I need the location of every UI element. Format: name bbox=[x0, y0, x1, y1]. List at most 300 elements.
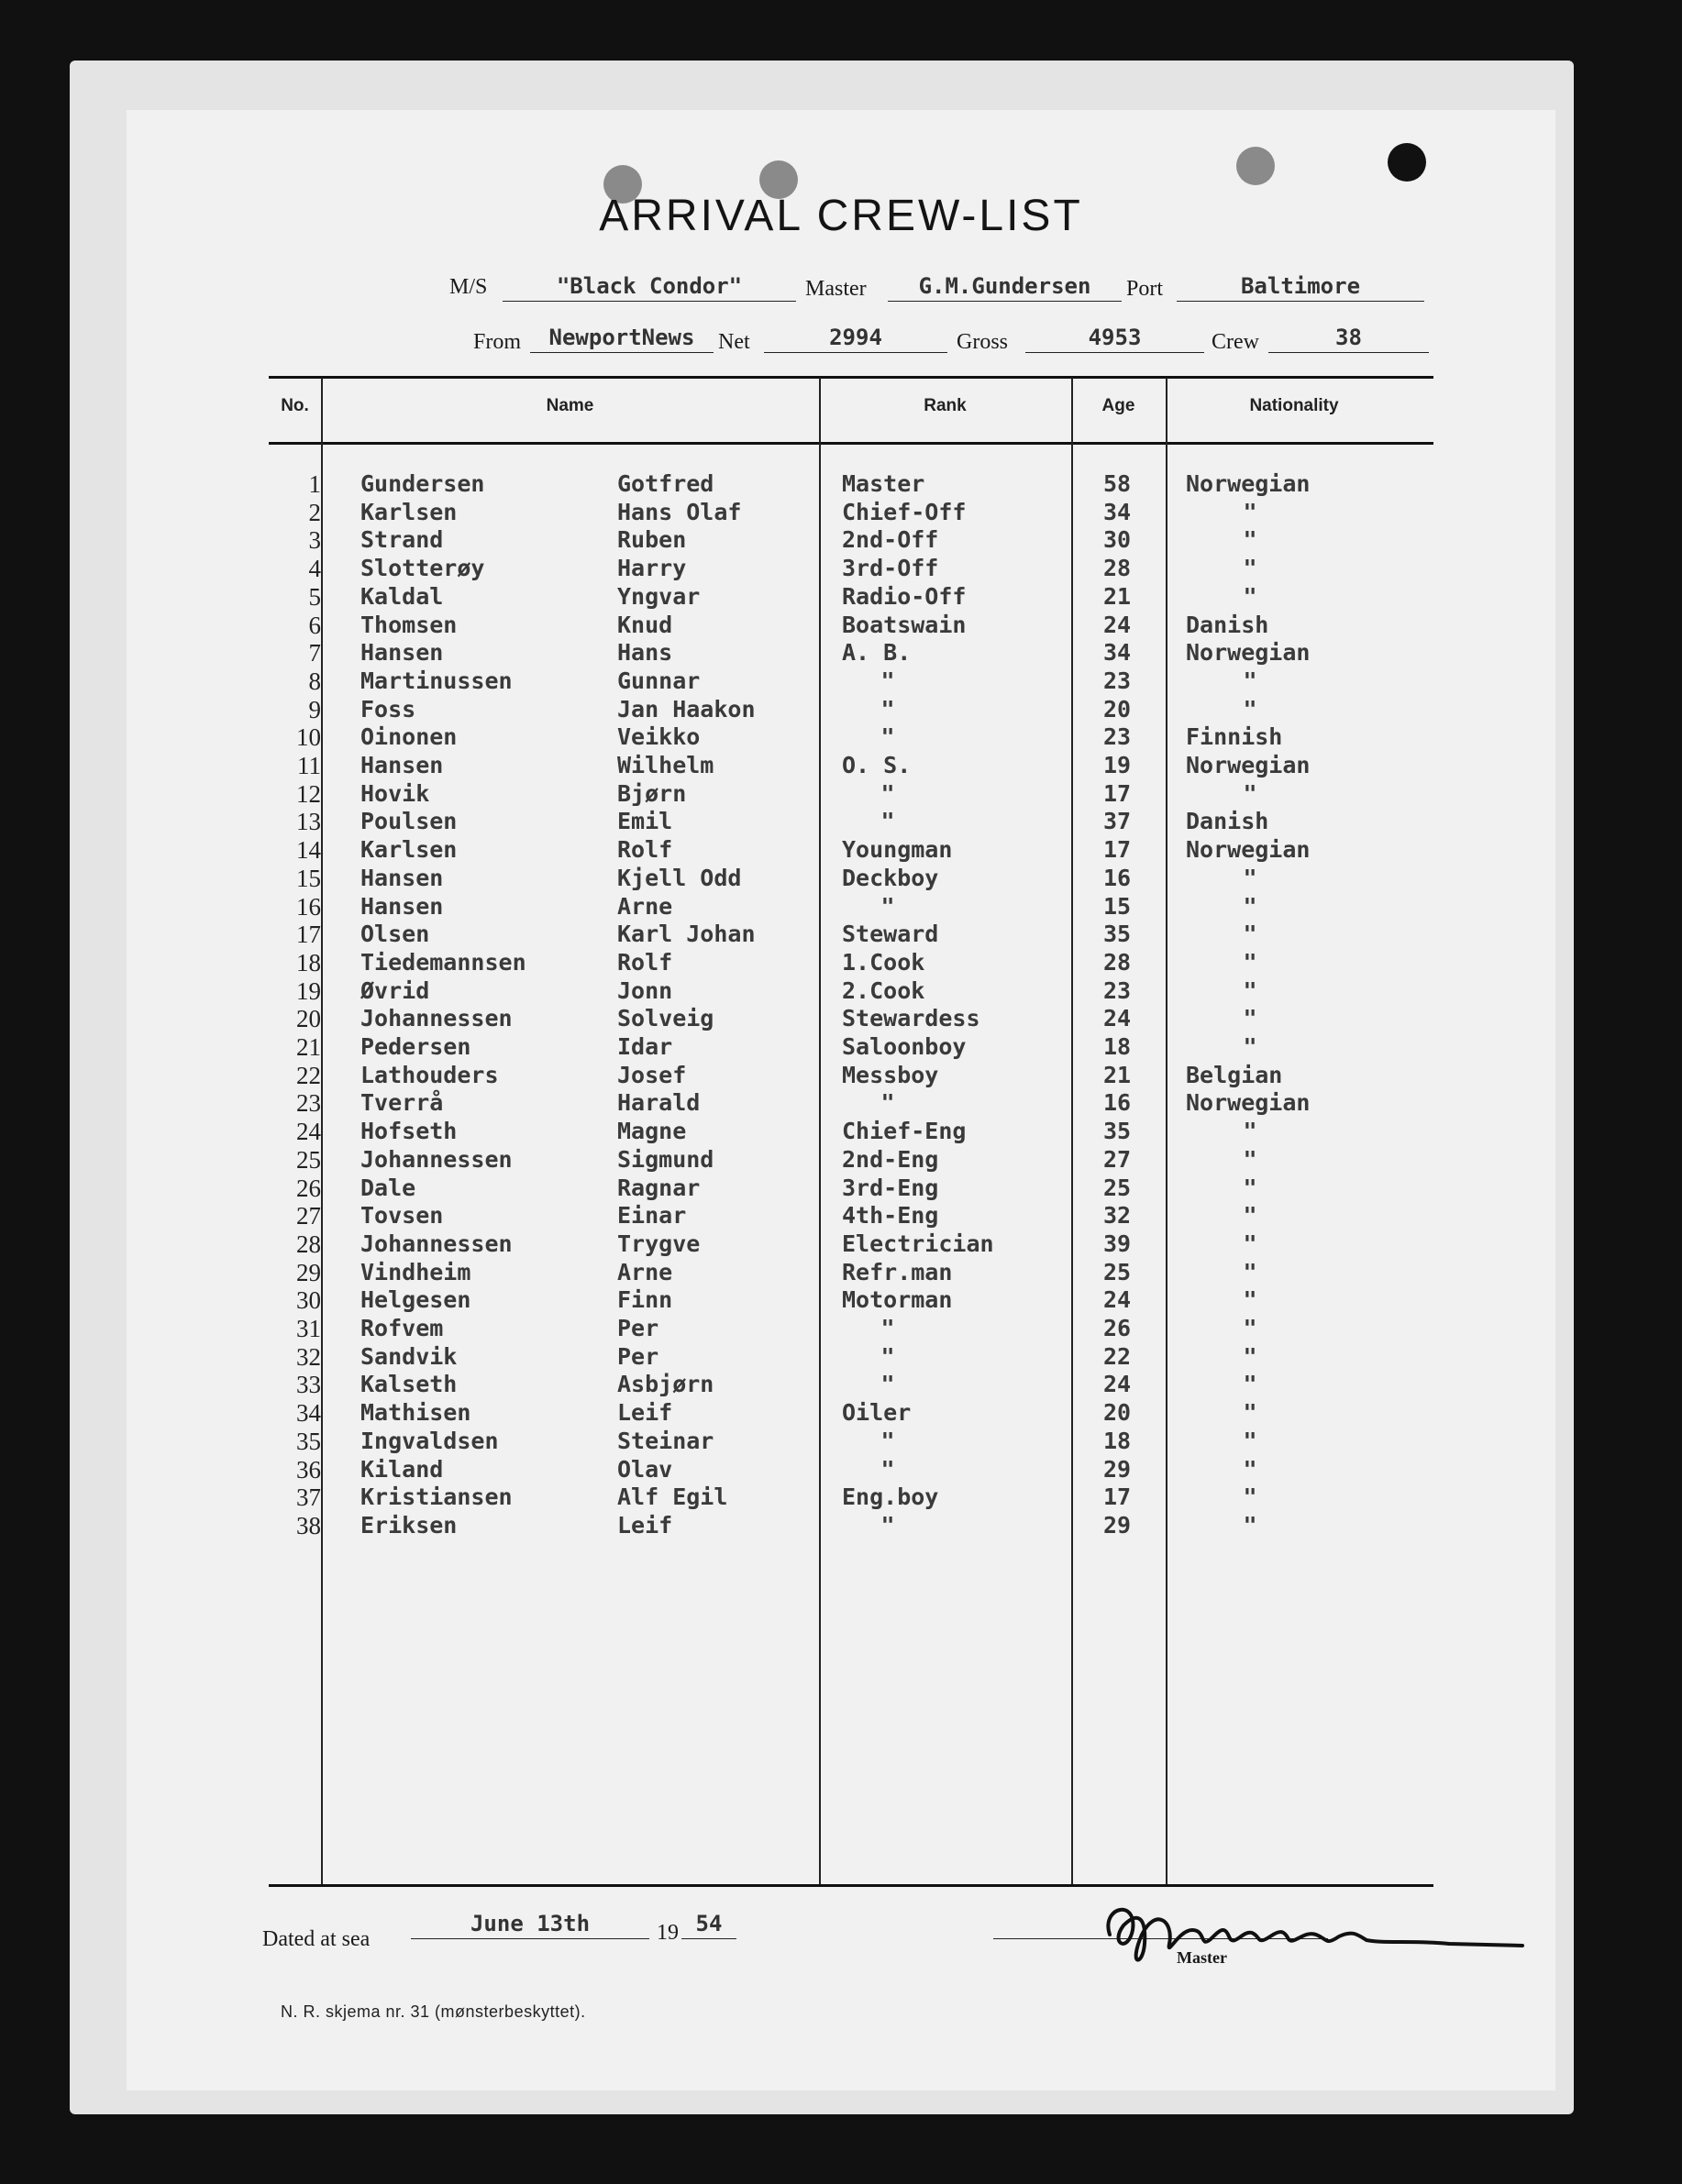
crew-age: 23 bbox=[1102, 976, 1132, 1004]
crew-no: 29 bbox=[296, 1258, 321, 1286]
crew-age: 20 bbox=[1102, 1399, 1132, 1427]
crew-given-name: Idar bbox=[617, 1033, 673, 1060]
crew-nationality: " bbox=[1243, 1174, 1257, 1201]
crew-rank: A. B. bbox=[842, 639, 912, 667]
crew-surname: Johannessen bbox=[360, 1005, 513, 1032]
crew-age: 24 bbox=[1102, 1005, 1132, 1032]
master-signature-label: Master bbox=[1177, 1948, 1227, 1967]
crew-given-name: Alf Egil bbox=[617, 1484, 728, 1511]
crew-given-name: Hans Olaf bbox=[617, 498, 742, 525]
crew-surname: Kristiansen bbox=[360, 1484, 513, 1511]
crew-no: 28 bbox=[296, 1230, 321, 1258]
crew-age: 25 bbox=[1102, 1258, 1132, 1285]
crew-no: 30 bbox=[296, 1286, 321, 1315]
crew-given-name: Steinar bbox=[617, 1427, 714, 1454]
crew-no: 9 bbox=[308, 695, 321, 723]
crew-surname: Hovik bbox=[360, 779, 430, 807]
year-value: 54 bbox=[695, 1911, 723, 1936]
crew-surname: Gundersen bbox=[360, 470, 485, 497]
crew-surname: Strand bbox=[360, 526, 444, 554]
table-row bbox=[127, 526, 1429, 555]
crew-age: 21 bbox=[1102, 582, 1132, 610]
crew-given-name: Sigmund bbox=[617, 1145, 714, 1173]
crew-given-name: Emil bbox=[617, 808, 673, 835]
crew-rank: " bbox=[880, 1371, 895, 1398]
dated-label: Dated at sea bbox=[262, 1927, 371, 1951]
table-row bbox=[127, 1456, 1429, 1484]
table-row bbox=[127, 1089, 1429, 1118]
crew-nationality: " bbox=[1243, 976, 1257, 1004]
crew-no: 16 bbox=[296, 892, 321, 921]
crew-nationality: " bbox=[1243, 582, 1257, 610]
crew-nationality: " bbox=[1243, 1427, 1257, 1454]
crew-rank: 3rd-Off bbox=[842, 555, 939, 582]
crew-rank: Chief-Off bbox=[842, 498, 967, 525]
crew-rank: " bbox=[880, 892, 895, 920]
crew-given-name: Kjell Odd bbox=[617, 864, 742, 891]
crew-nationality: Norwegian bbox=[1186, 752, 1311, 778]
crew-given-name: Jan Haakon bbox=[617, 695, 756, 722]
crew-given-name: Solveig bbox=[617, 1005, 714, 1032]
crew-age: 34 bbox=[1102, 498, 1132, 525]
crew-given-name: Arne bbox=[617, 892, 673, 920]
year-prefix: 19 bbox=[657, 1921, 679, 1945]
crew-no: 12 bbox=[296, 779, 321, 808]
column-header-no: No. bbox=[281, 396, 309, 415]
crew-age: 39 bbox=[1102, 1230, 1132, 1257]
crew-no: 5 bbox=[308, 582, 321, 611]
date-value: June 13th bbox=[470, 1911, 591, 1936]
date-field bbox=[411, 1905, 649, 1939]
crew-rank: " bbox=[880, 723, 895, 751]
column-header-nationality: Nationality bbox=[1249, 396, 1339, 415]
crew-no: 15 bbox=[296, 864, 321, 892]
crew-no: 24 bbox=[296, 1118, 321, 1146]
crew-rank: " bbox=[880, 1342, 895, 1370]
crew-age: 17 bbox=[1102, 1484, 1132, 1511]
table-row bbox=[127, 612, 1429, 640]
column-header-rank: Rank bbox=[924, 396, 967, 415]
crew-nationality: " bbox=[1243, 1371, 1257, 1398]
crew-rank: Boatswain bbox=[842, 611, 967, 638]
crew-nationality: " bbox=[1243, 498, 1257, 525]
crew-age: 18 bbox=[1102, 1427, 1132, 1454]
crew-age: 27 bbox=[1102, 1145, 1132, 1173]
crew-age: 37 bbox=[1102, 808, 1132, 835]
crew-rank: Deckboy bbox=[842, 864, 939, 891]
crew-rank: " bbox=[880, 1089, 895, 1117]
crew-nationality: " bbox=[1243, 1005, 1257, 1032]
net-tonnage: 2994 bbox=[829, 325, 882, 350]
table-row bbox=[127, 949, 1429, 977]
crew-rank: " bbox=[880, 1427, 895, 1454]
page-number: 56 bbox=[1573, 637, 1608, 676]
crew-nationality: " bbox=[1243, 948, 1257, 976]
table-row bbox=[127, 499, 1429, 527]
crew-age: 24 bbox=[1102, 611, 1132, 638]
table-header-rule bbox=[269, 442, 1433, 445]
crew-given-name: Leif bbox=[617, 1399, 673, 1427]
crew-given-name: Jonn bbox=[617, 976, 673, 1004]
crew-surname: Thomsen bbox=[360, 611, 458, 638]
crew-age: 22 bbox=[1102, 1342, 1132, 1370]
crew-no: 23 bbox=[296, 1089, 321, 1118]
table-row bbox=[127, 808, 1429, 836]
crew-age: 29 bbox=[1102, 1455, 1132, 1483]
table-row bbox=[127, 667, 1429, 696]
crew-rank: " bbox=[880, 1315, 895, 1341]
crew-no: 21 bbox=[296, 1033, 321, 1061]
crew-nationality: " bbox=[1243, 1033, 1257, 1060]
crew-surname: Tovsen bbox=[360, 1202, 444, 1230]
crew-no: 1 bbox=[308, 470, 321, 498]
table-row bbox=[127, 865, 1429, 893]
crew-rank: Saloonboy bbox=[842, 1033, 967, 1060]
table-row bbox=[127, 639, 1429, 667]
crew-no: 18 bbox=[296, 948, 321, 976]
crew-no: 8 bbox=[308, 667, 321, 695]
table-row bbox=[127, 893, 1429, 921]
crew-given-name: Hans bbox=[617, 639, 673, 667]
crew-given-name: Arne bbox=[617, 1258, 673, 1285]
crew-no: 11 bbox=[297, 752, 321, 779]
crew-rank: O. S. bbox=[842, 752, 912, 778]
crew-no: 13 bbox=[296, 808, 321, 836]
crew-given-name: Rolf bbox=[617, 836, 673, 864]
net-field bbox=[764, 323, 947, 353]
crew-given-name: Veikko bbox=[617, 723, 701, 751]
crew-given-name: Magne bbox=[617, 1118, 687, 1145]
master-signature bbox=[1091, 1880, 1532, 1980]
crew-surname: Hansen bbox=[360, 752, 444, 778]
crew-surname: Kiland bbox=[360, 1455, 444, 1483]
crew-surname: Sandvik bbox=[360, 1342, 458, 1370]
crew-rank: 1.Cook bbox=[842, 948, 925, 976]
crew-rank: Refr.man bbox=[842, 1258, 953, 1285]
crew-rank: 4th-Eng bbox=[842, 1202, 939, 1230]
crew-rank: " bbox=[880, 1511, 895, 1539]
crew-no: 7 bbox=[308, 639, 321, 667]
crew-age: 24 bbox=[1102, 1371, 1132, 1398]
crew-age: 32 bbox=[1102, 1202, 1132, 1230]
crew-nationality: " bbox=[1243, 1230, 1257, 1257]
table-row bbox=[127, 1230, 1429, 1259]
crew-surname: Tverrå bbox=[360, 1089, 444, 1117]
table-row bbox=[127, 1062, 1429, 1090]
crew-no: 22 bbox=[296, 1061, 321, 1089]
crew-nationality: " bbox=[1243, 1484, 1257, 1511]
crew-list-form bbox=[127, 110, 1608, 2090]
crew-surname: Tiedemannsen bbox=[360, 948, 526, 976]
crew-nationality: Danish bbox=[1186, 808, 1269, 835]
crew-given-name: Einar bbox=[617, 1202, 687, 1230]
crew-given-name: Gunnar bbox=[617, 667, 701, 694]
crew-nationality: " bbox=[1243, 1399, 1257, 1427]
from-port: NewportNews bbox=[548, 325, 695, 350]
crew-no: 34 bbox=[296, 1399, 321, 1428]
crew-nationality: " bbox=[1243, 526, 1257, 554]
crew-surname: Karlsen bbox=[360, 498, 458, 525]
crew-surname: Johannessen bbox=[360, 1145, 513, 1173]
table-row bbox=[127, 977, 1429, 1006]
column-header-name: Name bbox=[546, 396, 594, 415]
crew-nationality: " bbox=[1243, 1286, 1257, 1314]
crew-nationality: " bbox=[1243, 892, 1257, 920]
vessel-prefix: M/S bbox=[449, 275, 488, 299]
crew-given-name: Karl Johan bbox=[617, 921, 756, 948]
crew-rank: " bbox=[880, 1455, 895, 1483]
column-header-age: Age bbox=[1101, 396, 1135, 415]
crew-nationality: Belgian bbox=[1186, 1061, 1283, 1088]
crew-nationality: Norwegian bbox=[1186, 470, 1311, 497]
crew-surname: Helgesen bbox=[360, 1286, 471, 1314]
crew-no: 25 bbox=[296, 1145, 321, 1174]
crew-rank: Eng.boy bbox=[842, 1484, 939, 1511]
crew-field bbox=[1268, 323, 1429, 353]
crew-nationality: " bbox=[1243, 1315, 1257, 1341]
crew-given-name: Per bbox=[617, 1315, 659, 1341]
gross-tonnage: 4953 bbox=[1088, 325, 1142, 350]
punch-hole-icon bbox=[1388, 143, 1426, 182]
crew-no: 2 bbox=[308, 498, 321, 526]
crew-no: 19 bbox=[296, 976, 321, 1005]
crew-surname: Hansen bbox=[360, 864, 444, 891]
crew-rank: Radio-Off bbox=[842, 582, 967, 610]
table-row bbox=[127, 1118, 1429, 1146]
crew-nationality: " bbox=[1243, 1511, 1257, 1539]
crew-given-name: Knud bbox=[617, 611, 673, 638]
crew-nationality: " bbox=[1243, 1258, 1257, 1285]
vessel-name: "Black Condor" bbox=[556, 273, 743, 299]
gross-field bbox=[1025, 323, 1204, 353]
crew-nationality: " bbox=[1243, 1342, 1257, 1370]
crew-nationality: " bbox=[1243, 667, 1257, 694]
crew-surname: Ingvaldsen bbox=[360, 1427, 499, 1454]
table-row bbox=[127, 1371, 1429, 1399]
crew-no: 32 bbox=[296, 1342, 321, 1371]
table-row bbox=[127, 836, 1429, 865]
crew-age: 19 bbox=[1102, 752, 1132, 778]
table-row bbox=[127, 555, 1429, 583]
crew-age: 26 bbox=[1102, 1315, 1132, 1341]
port-field bbox=[1177, 271, 1424, 302]
crew-given-name: Harald bbox=[617, 1089, 701, 1117]
crew-nationality: Norwegian bbox=[1186, 836, 1311, 864]
crew-surname: Øvrid bbox=[360, 976, 430, 1004]
crew-surname: Poulsen bbox=[360, 808, 458, 835]
crew-nationality: Norwegian bbox=[1186, 1089, 1311, 1117]
crew-rank: Electrician bbox=[842, 1230, 994, 1257]
crew-nationality: " bbox=[1243, 555, 1257, 582]
table-row bbox=[127, 1005, 1429, 1033]
crew-age: 29 bbox=[1102, 1511, 1132, 1539]
crew-no: 6 bbox=[308, 611, 321, 639]
gross-label: Gross bbox=[957, 330, 1009, 354]
crew-surname: Dale bbox=[360, 1174, 416, 1201]
crew-nationality: " bbox=[1243, 695, 1257, 722]
crew-surname: Hofseth bbox=[360, 1118, 458, 1145]
crew-age: 18 bbox=[1102, 1033, 1132, 1060]
table-row bbox=[127, 1343, 1429, 1372]
crew-nationality: " bbox=[1243, 1202, 1257, 1230]
crew-nationality: " bbox=[1243, 864, 1257, 891]
crew-surname: Slotterøy bbox=[360, 555, 485, 582]
crew-age: 28 bbox=[1102, 555, 1132, 582]
crew-given-name: Per bbox=[617, 1342, 659, 1370]
crew-rank: Chief-Eng bbox=[842, 1118, 967, 1145]
crew-given-name: Gotfred bbox=[617, 470, 714, 497]
crew-age: 28 bbox=[1102, 948, 1132, 976]
crew-rank: Stewardess bbox=[842, 1005, 980, 1032]
master-name: G.M.Gundersen bbox=[918, 273, 1091, 299]
crew-given-name: Ruben bbox=[617, 526, 687, 554]
crew-nationality: " bbox=[1243, 1145, 1257, 1173]
crew-rank: 2.Cook bbox=[842, 976, 925, 1004]
crew-no: 36 bbox=[296, 1455, 321, 1484]
crew-surname: Mathisen bbox=[360, 1399, 471, 1427]
table-row bbox=[127, 921, 1429, 949]
crew-given-name: Olav bbox=[617, 1455, 673, 1483]
crew-surname: Rofvem bbox=[360, 1315, 444, 1341]
crew-count: 38 bbox=[1335, 325, 1362, 350]
crew-no: 10 bbox=[296, 723, 321, 752]
crew-nationality: " bbox=[1243, 921, 1257, 948]
crew-no: 26 bbox=[296, 1174, 321, 1202]
crew-age: 20 bbox=[1102, 695, 1132, 722]
table-row bbox=[127, 723, 1429, 752]
crew-nationality: " bbox=[1243, 1455, 1257, 1483]
crew-rank: Youngman bbox=[842, 836, 953, 864]
from-label: From bbox=[473, 330, 522, 354]
crew-age: 23 bbox=[1102, 667, 1132, 694]
crew-rank: Steward bbox=[842, 921, 939, 948]
crew-given-name: Josef bbox=[617, 1061, 687, 1088]
crew-rank: " bbox=[880, 695, 895, 722]
crew-age: 15 bbox=[1102, 892, 1132, 920]
crew-surname: Pedersen bbox=[360, 1033, 471, 1060]
crew-rank: Oiler bbox=[842, 1399, 912, 1427]
crew-surname: Karlsen bbox=[360, 836, 458, 864]
crew-no: 31 bbox=[296, 1315, 321, 1342]
crew-surname: Eriksen bbox=[360, 1511, 458, 1539]
crew-age: 34 bbox=[1102, 639, 1132, 667]
crew-label: Crew bbox=[1212, 330, 1259, 354]
crew-age: 16 bbox=[1102, 864, 1132, 891]
master-label: Master bbox=[805, 277, 867, 301]
crew-no: 35 bbox=[296, 1427, 321, 1455]
crew-no: 3 bbox=[308, 526, 321, 555]
crew-rank: " bbox=[880, 779, 895, 807]
table-row bbox=[127, 1286, 1429, 1315]
punch-hole-icon bbox=[1236, 147, 1275, 185]
crew-age: 24 bbox=[1102, 1286, 1132, 1314]
crew-nationality: " bbox=[1243, 1118, 1257, 1145]
crew-surname: Hansen bbox=[360, 639, 444, 667]
table-row bbox=[127, 1315, 1429, 1343]
crew-age: 30 bbox=[1102, 526, 1132, 554]
crew-rank: 2nd-Off bbox=[842, 526, 939, 554]
crew-given-name: Finn bbox=[617, 1286, 673, 1314]
table-row bbox=[127, 1512, 1429, 1540]
table-row bbox=[127, 1259, 1429, 1287]
crew-given-name: Wilhelm bbox=[617, 752, 714, 778]
crew-nationality: Finnish bbox=[1186, 723, 1283, 751]
year-field bbox=[681, 1907, 736, 1939]
crew-nationality: " bbox=[1243, 779, 1257, 807]
crew-given-name: Trygve bbox=[617, 1230, 701, 1257]
crew-rank: " bbox=[880, 808, 895, 835]
table-row bbox=[127, 583, 1429, 612]
crew-no: 33 bbox=[296, 1371, 321, 1399]
crew-surname: Foss bbox=[360, 695, 416, 722]
crew-given-name: Yngvar bbox=[617, 582, 701, 610]
crew-age: 16 bbox=[1102, 1089, 1132, 1117]
crew-age: 23 bbox=[1102, 723, 1132, 751]
crew-age: 25 bbox=[1102, 1174, 1132, 1201]
crew-no: 27 bbox=[296, 1202, 321, 1230]
table-row bbox=[127, 1175, 1429, 1203]
crew-given-name: Ragnar bbox=[617, 1174, 701, 1201]
crew-rank: Messboy bbox=[842, 1061, 939, 1088]
crew-no: 20 bbox=[296, 1005, 321, 1033]
crew-surname: Olsen bbox=[360, 921, 430, 948]
table-row bbox=[127, 1484, 1429, 1512]
crew-rank: Motorman bbox=[842, 1286, 953, 1314]
crew-rank: 3rd-Eng bbox=[842, 1174, 939, 1201]
form-note: N. R. skjema nr. 31 (mønsterbeskyttet). bbox=[281, 2002, 586, 2021]
crew-no: 17 bbox=[296, 921, 321, 949]
vessel-field bbox=[503, 271, 796, 302]
crew-no: 14 bbox=[296, 836, 321, 865]
table-row bbox=[127, 470, 1429, 499]
crew-age: 35 bbox=[1102, 921, 1132, 948]
table-row bbox=[127, 1202, 1429, 1230]
crew-surname: Kalseth bbox=[360, 1371, 458, 1398]
crew-nationality: Danish bbox=[1186, 611, 1269, 638]
crew-surname: Johannessen bbox=[360, 1230, 513, 1257]
crew-surname: Hansen bbox=[360, 892, 444, 920]
table-row bbox=[127, 1033, 1429, 1062]
table-row bbox=[127, 752, 1429, 780]
table-row bbox=[127, 1146, 1429, 1175]
crew-surname: Kaldal bbox=[360, 582, 444, 610]
crew-given-name: Leif bbox=[617, 1511, 673, 1539]
crew-surname: Lathouders bbox=[360, 1061, 499, 1088]
form-title: ARRIVAL CREW-LIST bbox=[599, 192, 1083, 240]
crew-no: 38 bbox=[296, 1511, 321, 1539]
port-name: Baltimore bbox=[1240, 273, 1361, 299]
crew-nationality: Norwegian bbox=[1186, 639, 1311, 667]
crew-surname: Vindheim bbox=[360, 1258, 471, 1285]
crew-age: 35 bbox=[1102, 1118, 1132, 1145]
table-top-rule bbox=[269, 376, 1433, 379]
crew-given-name: Rolf bbox=[617, 948, 673, 976]
crew-age: 58 bbox=[1102, 470, 1132, 497]
crew-surname: Martinussen bbox=[360, 667, 513, 694]
crew-given-name: Harry bbox=[617, 555, 687, 582]
crew-rank: " bbox=[880, 667, 895, 694]
table-row bbox=[127, 1428, 1429, 1456]
crew-given-name: Bjørn bbox=[617, 779, 687, 807]
crew-given-name: Asbjørn bbox=[617, 1371, 714, 1398]
crew-age: 17 bbox=[1102, 836, 1132, 864]
table-row bbox=[127, 696, 1429, 724]
from-field bbox=[530, 323, 714, 353]
table-row bbox=[127, 780, 1429, 809]
port-label: Port bbox=[1126, 277, 1164, 301]
net-label: Net bbox=[718, 330, 750, 354]
crew-surname: Oinonen bbox=[360, 723, 458, 751]
